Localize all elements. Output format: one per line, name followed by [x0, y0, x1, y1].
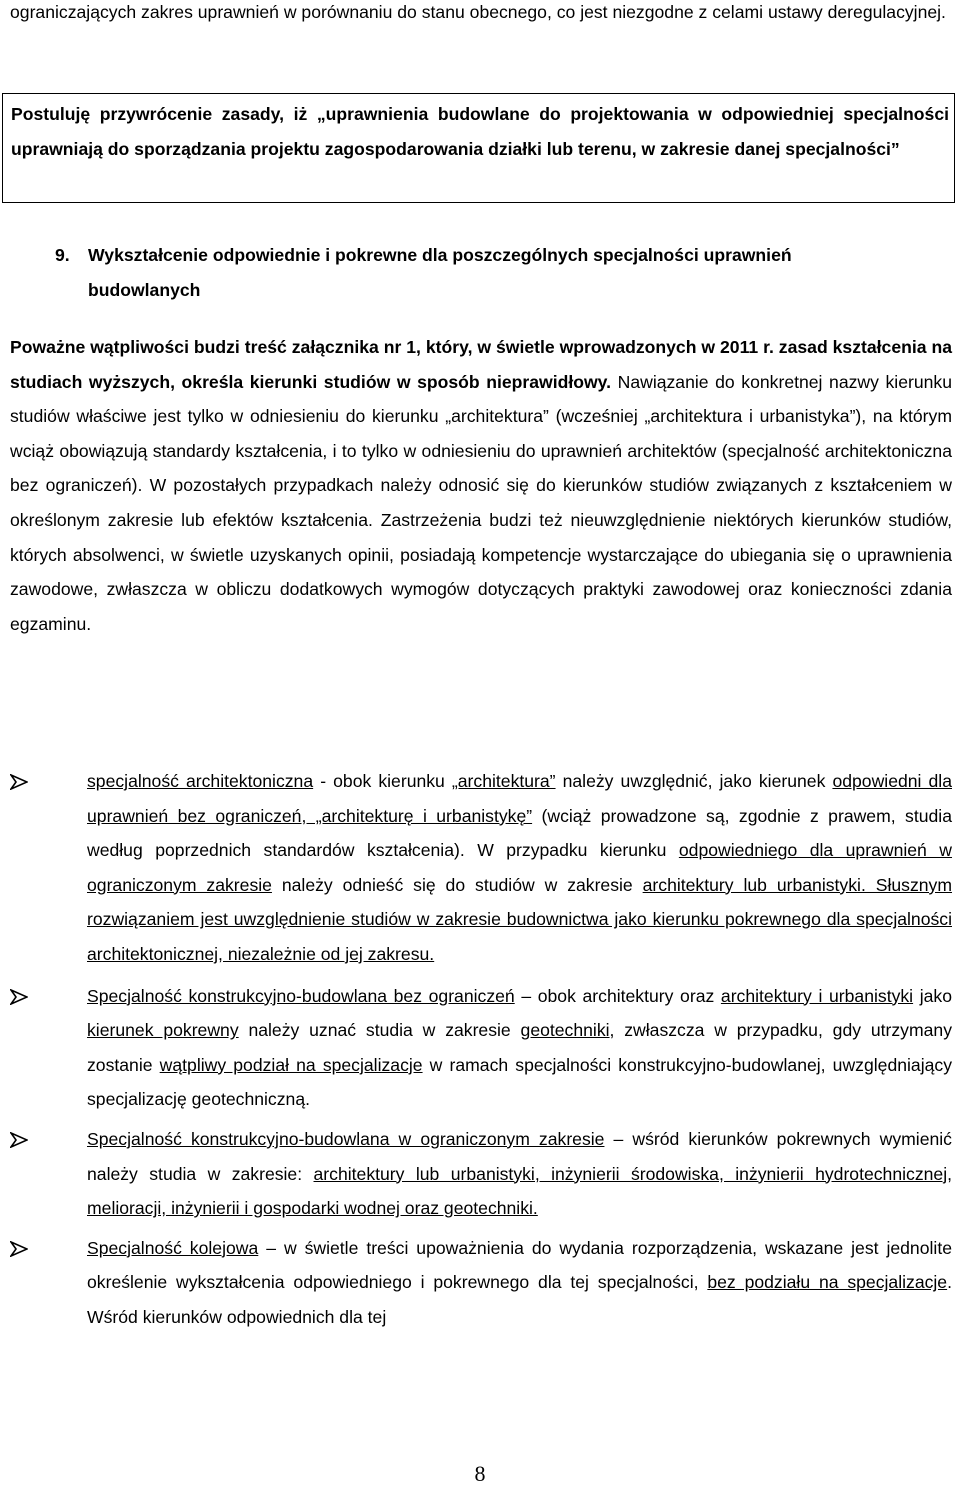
bullet-list [10, 764, 952, 1335]
arrow-bullet-icon [10, 1231, 30, 1265]
underlined-text: architektury lub urbanistyki, inżynierii środowiska, inżynierii hydrotechnicznej, melioracji, inżynierii i gospodarki wodnej oraz geotechniki. [87, 1163, 952, 1219]
underlined-text: odpowiedniego dla uprawnień w ograniczonym zakresie [87, 840, 953, 895]
underlined-text: wątpliwy podział na specjalizacje [159, 1054, 423, 1075]
underlined-text: kierunek pokrewny [87, 1020, 239, 1041]
bullet-paragraph [87, 1231, 952, 1335]
bullet-paragraph [87, 1122, 952, 1226]
underlined-text: architektury i urbanistyki [720, 985, 914, 1006]
body-text: należy odnieść się do studiów w zakresie [271, 874, 643, 895]
main-paragraph [10, 330, 952, 641]
body-text: . Wśród kierunków odpowiednich dla tej [87, 1272, 952, 1327]
arrow-bullet-icon [10, 979, 30, 1013]
underlined-text: Specjalność kolejowa [87, 1237, 259, 1258]
underlined-text: Specjalność konstrukcyjno-budowlana bez ograniczeń [87, 985, 515, 1006]
bullet-paragraph [87, 979, 952, 1117]
bullet-paragraph [87, 764, 952, 972]
section-title-line2: budowlanych [88, 279, 201, 300]
list-item [10, 1231, 952, 1335]
body-text: jako [913, 985, 952, 1006]
body-text: (wciąż prowadzone są, zgodnie z prawem, studia według poprzednich standardów kształcenia). W przypadku kierunku [87, 805, 952, 861]
body-text: w ramach specjalności konstrukcyjno-budowlanej, uwzględniający specjalizację geotechniczną. [87, 1054, 953, 1110]
section-number: 9. [55, 245, 70, 265]
underlined-text: Specjalność konstrukcyjno-budowlana w ograniczonym zakresie [87, 1128, 605, 1149]
body-text: – w świetle treści upoważnienia do wydania rozporządzenia, wskazane jest jednolite określenie wykształcenia odpowiedniego i pokrewnego dla tej specjalności, [87, 1237, 952, 1293]
postulate-box [2, 93, 955, 203]
underlined-text: architektury lub urbanistyki. Słusznym rozwiązaniem jest uwzględnienie studiów w zakresie budownictwa jako kierunku pokrewnego dla specjalności architektonicznej, niezależnie od jej zakresu. [87, 874, 952, 964]
arrow-bullet-icon [10, 764, 30, 798]
body-text: – obok architektury oraz [514, 985, 721, 1006]
section-title-line1: Wykształcenie odpowiednie i pokrewne dla poszczególnych specjalności uprawnień [88, 245, 792, 265]
body-text: należy uznać studia w zakresie [238, 1020, 521, 1041]
list-item [10, 979, 952, 1117]
main-bold-text: Poważne wątpliwości budzi treść załącznika nr 1, który, w świetle wprowadzonych w 2011 r. zasad kształcenia na studiach wyższych, określa kierunki studiów w sposób nieprawidłowy. [10, 337, 952, 392]
underlined-text: specjalność architektoniczna [87, 771, 314, 791]
section-heading [55, 238, 950, 307]
underlined-text: „architektura” [451, 771, 556, 791]
intro-paragraph: ograniczających zakres uprawnień w porównaniu do stanu obecnego, co jest niezgodne z celami ustawy deregulacyjnej. [10, 2, 946, 22]
arrow-bullet-icon [10, 1122, 30, 1156]
page-number: 8 [474, 1461, 486, 1486]
body-text: należy uwzględnić, jako kierunek [555, 771, 833, 791]
body-text: , zwłaszcza w przypadku, gdy utrzymany zostanie [87, 1020, 952, 1075]
main-body-text: Nawiązanie do konkretnej nazwy kierunku studiów właściwe jest tylko w odniesieniu do kierunku „architektura” (wcześniej „architektura i urbanistyka”), na którym wciąż obowiązują standardy kształcenia, i to tylko w odniesieniu do uprawnień architektów (specjalność architektoniczna bez ograniczeń). W pozostałych przypadkach należy odnosić się do kierunków studiów związanych z kształceniem w określonym zakresie lub efektów kształcenia. Zastrzeżenia budzi też nieuwzględnienie niektórych kierunków studiów, których absolwenci, w świetle uzyskanych opinii, posiadają kompetencje wystarczające do ubiegania się o uprawnienia zawodowe, zwłaszcza w obliczu dodatkowych wymogów dotyczących praktyki zawodowej oraz konieczności zdania egzaminu. [10, 371, 952, 634]
body-text: - obok kierunku [313, 771, 452, 791]
underlined-text: odpowiedni dla uprawnień bez ograniczeń, „architekturę i urbanistykę” [87, 771, 952, 826]
list-item [10, 1122, 952, 1226]
list-item [10, 764, 952, 972]
underlined-text: geotechniki [520, 1020, 610, 1041]
body-text: – wśród kierunków pokrewnych wymienić należy studia w zakresie: [87, 1128, 952, 1184]
postulate-text: Postuluję przywrócenie zasady, iż „uprawnienia budowlane do projektowania w odpowiedniej specjalności uprawniają do sporządzania projektu zagospodarowania działki lub terenu, w zakresie danej specjalności” [11, 104, 949, 159]
underlined-text: bez podziału na specjalizacje [707, 1272, 948, 1293]
